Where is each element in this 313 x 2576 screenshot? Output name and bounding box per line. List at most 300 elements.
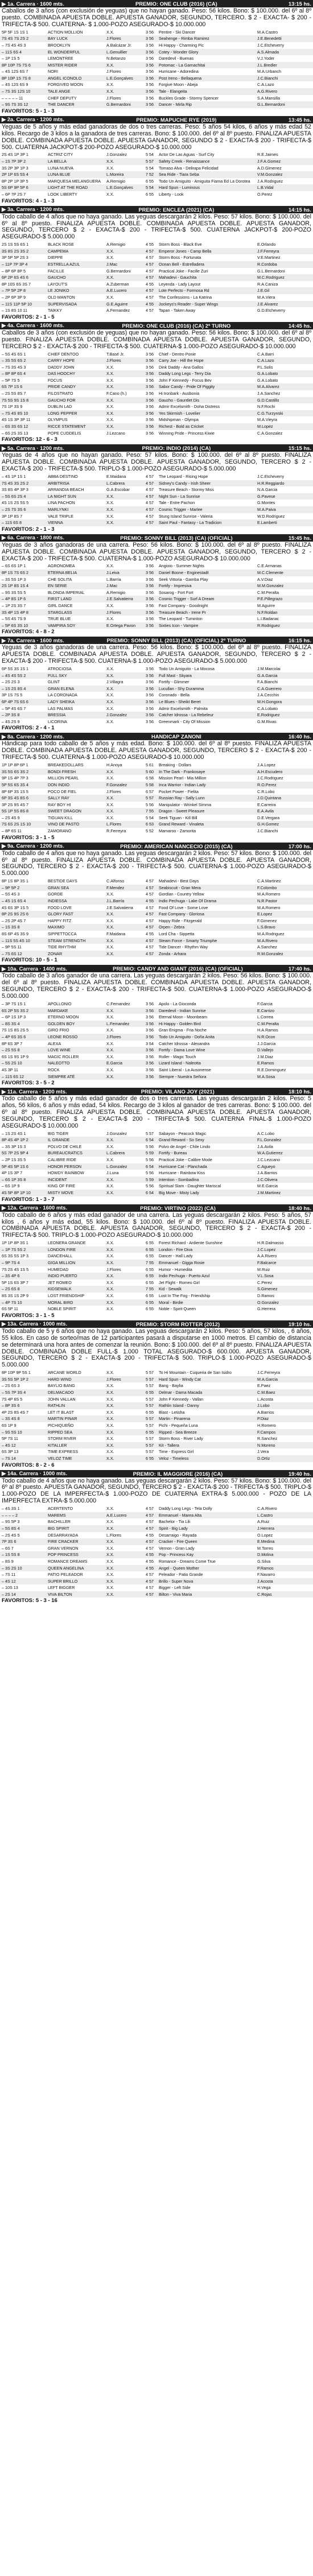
entry-trainer: L.S.Bravo	[257, 924, 275, 930]
race-time: 14:15 hs.	[288, 206, 311, 213]
entry-age-weight: 3 56	[146, 666, 154, 672]
entry-jockey: X.X.	[106, 1260, 114, 1266]
entry-age-weight: 3 56	[146, 430, 154, 436]
entry-trainer: P.Ramos	[257, 1565, 274, 1571]
entry-jockey: J.Gonzalez	[106, 712, 127, 718]
entry-horse-name: BIG TIGER	[48, 1130, 69, 1136]
entry-trainer: D.Ortiz	[257, 1455, 270, 1461]
entry-trainer: C.M.Peralta	[257, 1021, 279, 1026]
entry-trainer: P.E.Pillegrazo	[257, 596, 283, 602]
entry-row	[0, 364, 313, 371]
entry-jockey: G.Bernardoni	[106, 268, 131, 274]
entry-horse-name: TRUE BLUE	[48, 616, 71, 622]
entry-age-weight: 4 57	[146, 891, 154, 897]
entry-pedigree: Mahadevi - Best Days	[159, 878, 199, 884]
entry-row	[0, 1584, 313, 1591]
entry-row	[0, 885, 313, 891]
entry-trainer: R.E.Jaimes	[257, 152, 278, 158]
entry-horse-name: BROOKLYN	[48, 42, 71, 48]
race-section	[0, 843, 313, 965]
race-header	[0, 733, 313, 740]
entry-jockey: X.X.	[106, 248, 114, 254]
entry-jockey: X.X.	[106, 1047, 114, 1053]
entry-pedigree: Fortify - Dama Love Wine	[159, 1047, 205, 1053]
entry-jockey: X.X.	[106, 1246, 114, 1252]
entry-jockey: L.Flores	[106, 821, 121, 827]
race-time: 18:10 hs.	[288, 1088, 311, 1095]
entry-horse-name: POP PRINCESS	[48, 1552, 79, 1558]
entry-age-weight: 3 56	[146, 417, 154, 423]
entry-pedigree: Practical Joke - Facille Zuri	[159, 268, 208, 274]
entry-row	[0, 81, 313, 88]
entry-form: 7S 6S 2S 1S 10	[2, 821, 31, 827]
entry-form: 3P 5P 5P 2S 3	[2, 255, 28, 261]
entries-list	[0, 29, 313, 108]
entry-form: 3S 8S 4P 3P 3	[2, 487, 28, 493]
entry-horse-name: BUREAUCRATICS	[48, 1150, 83, 1156]
entry-form: – 11P 7P 3P 4	[2, 262, 28, 267]
entry-horse-name: LAS PALMAS	[48, 705, 73, 711]
entry-jockey: X.X.	[106, 808, 114, 814]
entry-age-weight: 4 57	[146, 878, 154, 884]
entry-horse-name: LONDON FIRE	[48, 1246, 76, 1252]
entry-row	[0, 1027, 313, 1034]
entry-jockey: J.Gonzalez	[106, 152, 127, 158]
entry-form: – 3S 4S 8	[2, 1416, 20, 1422]
entry-horse-name: IL GRANDE	[48, 1137, 70, 1143]
entry-row	[0, 248, 313, 255]
entry-form: – 4S 12	[2, 1578, 16, 1584]
entry-form: – 5P 4S 6S 7	[2, 705, 26, 711]
entry-pedigree: Inca Warrior - Indian Lady	[159, 782, 206, 787]
entry-age-weight: 3 56	[146, 102, 154, 108]
entry-form: – 5P 6S 3S 10	[2, 622, 28, 628]
entry-horse-name: LEONE ROSSO	[48, 1034, 78, 1039]
entry-trainer: R.Cordoba	[257, 262, 277, 267]
entry-row	[0, 1273, 313, 1279]
entry-pedigree: Hi Happy - Golden Bird	[159, 1021, 201, 1026]
entry-jockey: X.X.	[106, 29, 114, 35]
entry-horse-name: LINA PACHON	[48, 500, 75, 506]
entry-row	[0, 1565, 313, 1572]
entry-row	[0, 261, 313, 268]
race-header	[0, 206, 313, 213]
race-time: 15:45 hs.	[288, 534, 311, 541]
entry-horse-name: ARRANDIA BEACH	[48, 487, 84, 493]
entry-jockey: X.X.	[106, 815, 114, 820]
entry-form: 8P 6S 3P 7	[2, 1041, 23, 1046]
entry-form: 2S 1S 5S 6S 1	[2, 242, 29, 247]
entry-jockey: L.Genuillier	[106, 49, 127, 55]
entries-list	[0, 1505, 313, 1597]
entry-pedigree: Desarraigo - Rayada	[159, 1532, 197, 1538]
entry-row	[0, 1060, 313, 1067]
entry-age-weight: 5 57	[146, 159, 154, 164]
entry-row	[0, 351, 313, 358]
entry-form: 5S 1P 5S 8S 8	[2, 808, 29, 814]
entry-pedigree: Dancer - Mirla Rip	[159, 102, 192, 108]
entry-row	[0, 692, 313, 699]
entry-horse-name: GAUCHO	[48, 275, 66, 280]
entry-pedigree: Siempre - Nuestra Señora	[159, 1074, 207, 1079]
entry-horse-name: LEONERA GRANDE	[48, 1240, 86, 1246]
entry-jockey: A.Remigio	[106, 178, 126, 184]
entry-horse-name: MISTER RIDER	[48, 62, 77, 68]
entry-age-weight: 3 56	[146, 1001, 154, 1007]
entry-jockey: X.X.	[106, 1054, 114, 1059]
entry-row	[0, 423, 313, 430]
entry-horse-name: LA NIGHT SUN	[48, 493, 76, 499]
race-prize-name: PREMIO: SONNY BILL (2013) (CA) (OFICIAL) 2º TURNO	[106, 637, 246, 644]
entry-trainer: G.D.Castillo	[257, 397, 279, 403]
entry-pedigree: Tomaso Alva - Delirapa Felicidad	[159, 165, 219, 171]
entry-horse-name: HONOR PERSON	[48, 1163, 82, 1169]
entry-pedigree: Eternal Moon - Moonbeam	[159, 1014, 208, 1020]
entry-horse-name: INDIO PUERTO	[48, 1273, 77, 1279]
entry-trainer: V.E.Martinez	[257, 255, 281, 261]
entry-age-weight: 3 56	[146, 1021, 154, 1026]
entry-trainer: A.S.Almada	[257, 49, 279, 55]
entry-horse-name: OLD MANTON	[48, 295, 75, 300]
entry-form: – 2S 2S 3	[2, 679, 20, 685]
entry-trainer: A.H.Escudero	[257, 769, 283, 774]
entry-age-weight: 5 57	[146, 795, 154, 801]
race-number-distance: ▶ 6a. Carrera · 1800 mts.	[2, 534, 64, 541]
entry-row	[0, 1551, 313, 1558]
entry-jockey: L.E.Gonçalves	[106, 185, 133, 191]
entry-trainer: P.L.Solis	[257, 364, 273, 370]
entry-form: – 9S 5S 10	[2, 1429, 22, 1435]
entry-row	[0, 828, 313, 835]
entry-trainer: G.D.Etcheverry	[257, 308, 286, 313]
entry-row	[0, 1074, 313, 1080]
entry-pedigree: Peleador - Patio Grande	[159, 1572, 203, 1578]
entry-jockey: X.X.	[106, 1240, 114, 1246]
entry-jockey: G.A.Escobar	[106, 487, 130, 493]
entry-horse-name: VINO DE PASTO	[48, 821, 80, 827]
favorites: FAVORITOS: 10 - 5 - 1	[2, 957, 57, 964]
entry-pedigree: Noble - Spirit Queen	[159, 1306, 196, 1312]
entry-trainer: A.Barrios	[257, 1409, 274, 1415]
entry-horse-name: BREAKEDOLLARS	[48, 762, 84, 768]
entry-horse-name: FOOD LOVE	[48, 905, 72, 910]
entry-row	[0, 1240, 313, 1246]
race-section	[0, 733, 313, 842]
race-conditions: Caballos de 3 años (con exclusión de yeguas) que no hayan ganado. Peso: 56 kilos. Bono: $ 100.000. del 6º al 8º puesto. COMBINADA APUESTA DOBLE. APUESTA GANADOR, SEGUNDO, TERCERO. $ 2 - EXACTA- $ 200 - TRIFECTA-$ 500. CUATERNA- $ 1.000-POZO ASEGURADO-$ 10.000.000	[2, 7, 311, 28]
entry-form: – 5S 4S 3	[2, 891, 20, 897]
entry-row	[0, 274, 313, 281]
entry-form: – 1S 2S 8S 4	[2, 686, 26, 691]
entry-pedigree: Hurricane Cat - Planchada	[159, 1163, 207, 1169]
entry-age-weight: 4 57	[146, 1512, 154, 1518]
entry-row	[0, 1067, 313, 1074]
entries-list	[0, 1369, 313, 1462]
entry-age-weight: 6 55	[146, 192, 154, 197]
entry-pedigree: The Leopard - Tuminton	[159, 616, 203, 622]
entry-trainer: N.R.Ocon	[257, 1034, 275, 1039]
entry-age-weight: 3 56	[146, 679, 154, 685]
entry-form: – 6P 7P 2S 7	[2, 192, 26, 197]
entry-trainer: J.D.Quintana	[257, 795, 281, 801]
entry-age-weight: 3 56	[146, 391, 154, 397]
entry-form: – 1S 2S 4S 1	[2, 1130, 26, 1136]
entry-row	[0, 1008, 313, 1014]
entry-row	[0, 699, 313, 705]
entry-form: 3P 2S 9S 4S 7	[2, 802, 29, 807]
entry-pedigree: Food Of Love - Some Love	[159, 905, 208, 910]
entry-jockey: X.X.	[106, 520, 114, 526]
entry-row	[0, 898, 313, 905]
race-prize-name: PREMIO: INDIO (2014) (CA)	[142, 445, 211, 452]
entry-trainer: C.A.Barri	[257, 351, 274, 357]
entry-trainer: R.Rodriguez	[257, 622, 280, 628]
entry-pedigree: Mahadevi - Gauchita	[159, 275, 197, 280]
race-time: 19:10 hs.	[288, 1320, 311, 1327]
entry-form: – 7S 3S 12S 10	[2, 89, 31, 94]
entry-form: – 5P 7S 5	[2, 377, 20, 383]
entry-age-weight: 6 55	[146, 1253, 154, 1259]
entry-pedigree: Liberty - Look	[159, 192, 184, 197]
race-time: 15:15 hs.	[288, 445, 311, 452]
entry-form: 2P 1P 6S 5S 4	[2, 172, 28, 177]
entry-jockey: X.X.	[106, 1545, 114, 1551]
entry-age-weight: 6 57	[146, 789, 154, 794]
entry-trainer: J.C.Olivera	[257, 1176, 278, 1182]
entry-jockey: X.X.	[106, 802, 114, 807]
entry-form: 3S 8S 2S 3S 2	[2, 248, 29, 254]
entry-pedigree: Storm Boss - Black Eve	[159, 242, 202, 247]
entry-jockey: X.X.	[106, 1273, 114, 1279]
entry-jockey: X.X.	[106, 1253, 114, 1259]
entry-horse-name: GIRL DANCE	[48, 602, 73, 608]
entry-age-weight: 6 55	[146, 178, 154, 184]
entry-jockey: J.Gonzalez	[106, 1130, 127, 1136]
entry-form: – 2S 7S 3S 6	[2, 506, 26, 512]
entry-age-weight: 6 55	[146, 1266, 154, 1272]
entry-pedigree: Rathlin Island - Danny	[159, 1403, 199, 1409]
entry-row	[0, 75, 313, 82]
race-conditions: Todo caballo de 3 años ganador de una carrera. Las yeguas descargarán 2 kilos. Peso: 56 kilos. Bono: $ 100.000. del 6º al 8º puesto. FINALIZA APUESTA DOBLE. COMBINADA APUESTA DOBLE. APUESTA GANADOR, SEGUNDO, TERCERO $ 2 - EXACTA-$ 200 - TRIFECTA-$ 500. CUATERNA-$ 1.000-POZO ASEGURADO-$ 5.000.000	[2, 972, 311, 1000]
entry-jockey: J.L.Barría	[106, 898, 125, 904]
entry-form: – 5S 8S 4	[2, 1525, 20, 1531]
entry-row	[0, 762, 313, 769]
entry-horse-name: DON INDIO	[48, 782, 69, 787]
entry-form: 6S 5P 11	[2, 1306, 18, 1312]
entry-horse-name: LOVE WINE	[48, 1047, 71, 1053]
entry-horse-name: PICHIQUEÑO	[48, 1422, 74, 1428]
entry-jockey: X.X.	[106, 1390, 114, 1395]
entry-horse-name: LAYOUT'S	[48, 281, 68, 287]
entry-jockey: J.Flores	[106, 69, 121, 75]
entry-form: 5P 1S 6S 3P 7	[2, 1279, 28, 1285]
entry-form: – 2S 4S 9	[2, 815, 20, 820]
entry-row	[0, 1047, 313, 1054]
entry-form: 8P 2S 9S 2S 6	[2, 911, 29, 917]
entry-jockey: J.Leiva	[106, 570, 120, 575]
entry-jockey: X.X.	[106, 295, 114, 300]
entry-horse-name: LADY SHEIKA	[48, 699, 75, 705]
entry-jockey: X.X.	[106, 1442, 114, 1448]
entry-trainer: G.L.Bernardoni	[257, 102, 285, 108]
entry-horse-name: PRIDE CANDY	[48, 384, 76, 390]
entry-form: 5S 7P 2S 9P 4	[2, 1150, 28, 1156]
entry-pedigree: Sidney's Candy - Irish Sheer	[159, 480, 211, 486]
entry-trainer: A.C.Lobo	[257, 1130, 274, 1136]
entries-list	[0, 1130, 313, 1196]
entry-row	[0, 1545, 313, 1552]
entry-horse-name: VELOZ TIME	[48, 1455, 72, 1461]
entry-pedigree: Daredevil - Indian Sunrise	[159, 1008, 206, 1013]
entry-trainer: E.Orlando	[257, 242, 276, 247]
entry-form: – 1P 7S 5S 2	[2, 1246, 26, 1252]
entry-trainer: M.A.Paiva	[257, 506, 276, 512]
entry-pedigree: Breaking - Dollars	[159, 762, 192, 768]
entry-trainer: S.A.Mansilla	[257, 95, 280, 101]
race-time: 13:15 hs.	[288, 1, 311, 7]
entry-trainer: R.E.Dominguez	[257, 1067, 286, 1072]
entry-row	[0, 158, 313, 165]
entry-trainer: J.E.Benedetti	[257, 36, 282, 42]
race-section	[0, 1320, 313, 1470]
entry-trainer: G.Pavese	[257, 493, 275, 499]
entry-age-weight: 3 56	[146, 410, 154, 416]
entry-horse-name: CAMPEMA	[48, 248, 69, 254]
entry-horse-name: LONG PEPPER	[48, 410, 77, 416]
entry-trainer: G.M.Rivas	[257, 719, 277, 724]
entry-row	[0, 370, 313, 377]
entry-form: – 6P 1S 1P 3	[2, 1014, 26, 1020]
entry-age-weight: 4 57	[146, 905, 154, 910]
entry-trainer: E.Lopez	[257, 911, 273, 917]
entry-jockey: C.Fernandez	[106, 1001, 130, 1007]
favorites: FAVORITOS: 3 - 5 - 2	[2, 1080, 55, 1087]
entry-form: – 9S 5P 3	[2, 1519, 20, 1525]
entry-horse-name: ATROCIOSA	[48, 666, 72, 672]
entry-age-weight: 3 56	[146, 1047, 154, 1053]
entry-trainer: D.Vallejo	[257, 1047, 274, 1053]
entry-horse-name: CALIBRE RIDE	[48, 1157, 76, 1163]
entry-horse-name: DELMACADO	[48, 1390, 74, 1395]
entry-age-weight: 3 56	[146, 29, 154, 35]
entry-row	[0, 49, 313, 56]
entry-jockey: X.X.	[106, 1565, 114, 1571]
entry-horse-name: BAYLIO BANG	[48, 1383, 75, 1389]
entry-pedigree: Tide Dancer - Rhythm Way	[159, 944, 208, 950]
entry-row	[0, 1001, 313, 1008]
race-section	[0, 637, 313, 733]
entry-trainer: C.A.Lobato	[257, 705, 278, 711]
entry-jockey: X.X.	[106, 1422, 114, 1428]
race-header	[0, 1204, 313, 1212]
entry-pedigree: Zonda - Arhara	[159, 951, 186, 956]
entry-horse-name: APOLLONIO	[48, 1001, 72, 1007]
entry-trainer: F.Balcarce	[257, 1260, 277, 1266]
entry-row	[0, 719, 313, 725]
entry-row	[0, 62, 313, 69]
entry-jockey: R.Ferreyra	[106, 828, 126, 834]
entry-row	[0, 480, 313, 487]
entry-pedigree: Fortify - Impresiva	[159, 583, 192, 589]
entry-row	[0, 268, 313, 275]
entry-age-weight: 4 57	[146, 487, 154, 493]
entry-row	[0, 782, 313, 789]
entry-pedigree: Spirit - Big Lady	[159, 1525, 188, 1531]
entry-age-weight: 4 57	[146, 1545, 154, 1551]
entry-horse-name: CHE SOLITA	[48, 576, 72, 582]
race-prize-name: PREMIO: ENCLEA (2021) (CA)	[138, 206, 215, 213]
entry-jockey: H.Anoya	[106, 762, 122, 768]
race-section	[0, 116, 313, 206]
entry-pedigree: Post Ireno - Bellaquena	[159, 75, 202, 81]
entry-horse-name: TALE ANGE	[48, 89, 71, 94]
entry-row	[0, 1246, 313, 1253]
entry-age-weight: 3 56	[146, 384, 154, 390]
entry-pedigree: London - Fire Diva	[159, 1246, 193, 1252]
entry-pedigree: Bigger - Left Side	[159, 1585, 191, 1591]
entry-pedigree: Todo Un Amiguito - La Mocosa	[159, 666, 215, 672]
entry-pedigree: Lost In The Fog - Friendship	[159, 1293, 211, 1298]
entry-row	[0, 1558, 313, 1565]
race-number-distance: ▶ 5a. Carrera · 1200 mts.	[2, 444, 64, 451]
entry-form: – 9P 5S 11	[2, 944, 22, 950]
entry-pedigree: Hurricane - Adoredina	[159, 69, 199, 75]
entry-pedigree: Kid - Sewalk	[159, 1286, 182, 1292]
entry-age-weight: 3 56	[146, 377, 154, 383]
entry-form: 4S 5P 8P 1P 10	[2, 1190, 31, 1196]
entry-horse-name: MORAL BIRD	[48, 1299, 73, 1305]
entry-trainer: J.M.Martinez	[257, 1190, 281, 1196]
entry-age-weight: 6 55	[146, 1409, 154, 1415]
entry-jockey: X.X.	[106, 1585, 114, 1591]
entry-jockey: X.X.	[106, 1572, 114, 1578]
entry-trainer: J.A.Avila	[257, 1143, 273, 1149]
entry-horse-name: AGRONOMEA	[48, 563, 75, 569]
entry-jockey: X.X.	[106, 1074, 114, 1079]
entries-list	[0, 762, 313, 835]
entry-horse-name: PATIO PELEADOR	[48, 1572, 83, 1578]
entry-jockey: X.X.	[106, 1519, 114, 1525]
entry-trainer: M.C.Rodriguez	[257, 275, 285, 280]
entry-trainer: E.Carrizo	[257, 1008, 274, 1013]
entry-row	[0, 1525, 313, 1532]
entry-age-weight: 3 56	[146, 692, 154, 698]
entry-trainer: E.Rodriguez	[257, 712, 280, 718]
entry-form: 2S 4S 1P 3P 1	[2, 152, 28, 158]
entry-trainer: C.Perez	[257, 1279, 272, 1285]
entry-age-weight: 4 57	[146, 1578, 154, 1584]
entry-row	[0, 486, 313, 493]
entry-age-weight: 5 54	[146, 165, 154, 171]
entry-row	[0, 1137, 313, 1143]
entry-jockey: X.X.	[106, 1014, 114, 1020]
entry-pedigree: Dink Daddy - Ana Gallos	[159, 364, 204, 370]
entry-form: 8P 10P 7S 7S 6	[2, 62, 31, 68]
entry-row	[0, 1442, 313, 1449]
entry-form: – 1S 5S 8	[2, 1552, 20, 1558]
entry-age-weight: 4 57	[146, 520, 154, 526]
entry-trainer: V.L.Sosa	[257, 1273, 274, 1279]
entry-age-weight: 5 59	[146, 1150, 154, 1156]
entry-trainer: M.A.Romero	[257, 891, 281, 897]
entry-age-weight: 3 56	[146, 719, 154, 724]
race-prize-name: PREMIO: STORM ROTTER (2012)	[135, 1320, 220, 1327]
entry-jockey: X.X.	[106, 255, 114, 261]
entry-pedigree: Ripped - Sea Breeze	[159, 1429, 197, 1435]
entry-form: 6S 3P 13	[2, 1449, 19, 1455]
race-conditions: Todo caballo de 4 años que no haya ganado. Las yeguas descargarán 2 kilos. Peso: 57 kilos. Bono: $ 100.000. del 6º al 8º puesto. FINALIZA APUESTA DOBLE. COMBINADA APUESTA DOBLE. APUESTA GANADOR, SEGUNDO, TERCERO $ 2 - EXACTA-$ 200 - TRIFECTA-$ 500. CUATERNA JACKPOT-$ 200-POZO ASEGURADO-$ 5.000.000	[2, 213, 311, 241]
entry-trainer: M.E.Garcia	[257, 1183, 278, 1189]
entry-age-weight: 6 55	[146, 1279, 154, 1285]
